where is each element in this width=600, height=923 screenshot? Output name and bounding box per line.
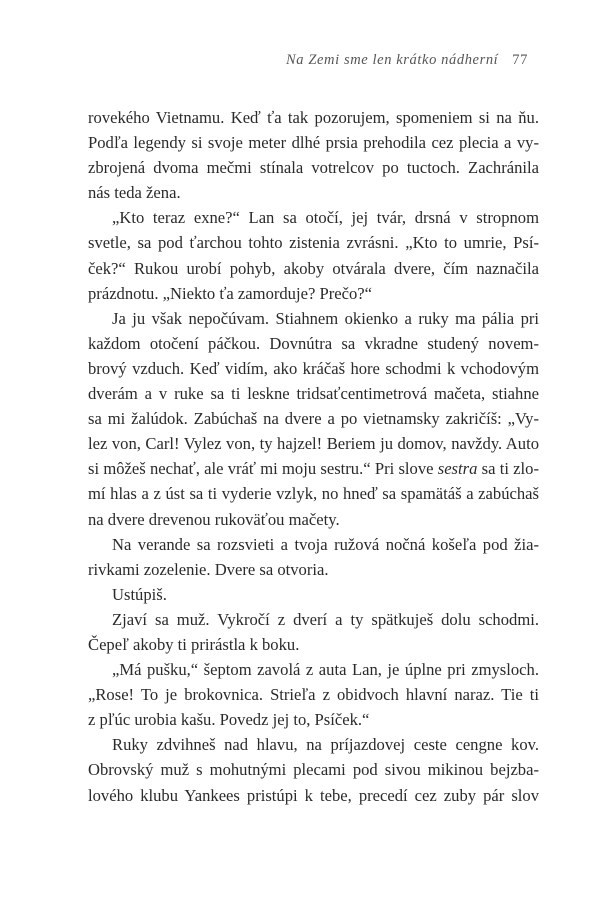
text-line: dverám a v ruke sa ti leskne tridsaťcentimetrová mačeta, stiahne	[88, 384, 539, 404]
text-line: sa mi žalúdok. Zabúchaš na dvere a po vietnamsky zakričíš: „Vy-	[88, 409, 539, 429]
text-line: prázdnotu. „Niekto ťa zamorduje? Prečo?“	[88, 283, 372, 303]
text-line: Ja ju však nepočúvam. Stiahnem okienko a ruky ma pália pri	[112, 308, 539, 328]
text-line: Podľa legendy si svoje meter dlhé prsia prehodila cez plecia a vy-	[88, 133, 539, 153]
text-line: nás teda žena.	[88, 183, 181, 203]
text-line: Na verande sa rozsvieti a tvoja ružová nočná košeľa pod žia-	[112, 534, 539, 554]
text-line: Ustúpiš.	[112, 584, 167, 604]
page-number: 77	[512, 52, 528, 68]
text-segment: si môžeš nechať, ale vráť mi moju sestru.“ Pri slove	[88, 459, 438, 479]
text-line: rivkami zozelenie. Dvere sa otvoria.	[88, 559, 329, 579]
text-line: Čepeľ akoby ti prirástla k boku.	[88, 634, 300, 654]
text-line: zbrojená dvoma mečmi stínala votrelcov po tuctoch. Zachránila	[88, 158, 539, 178]
body-text	[88, 105, 539, 808]
text-segment: sa ti zlo-	[477, 459, 539, 479]
text-line: „Kto teraz exne?“ Lan sa otočí, jej tvár, drsná v stropnom	[112, 208, 539, 228]
text-line: „Má pušku,“ šeptom zavolá z auta Lan, je úplne pri zmysloch.	[112, 660, 539, 680]
text-line: brový vzduch. Keď vidím, ako kráčaš hore schodmi k vchodovým	[88, 358, 539, 378]
text-line: svetle, sa pod ťarchou tohto zistenia zvrásni. „Kto to umrie, Psí-	[88, 233, 539, 253]
text-line: lového klubu Yankees pristúpi k tebe, precedí cez zuby pár slov	[88, 785, 539, 805]
text-line: Ruky zdvihneš nad hlavu, na príjazdovej ceste cengne kov.	[112, 735, 539, 755]
running-title: Na Zemi sme len krátko nádherní	[285, 52, 499, 68]
text-line: z pľúc urobia kašu. Povedz jej to, Psíček.“	[88, 710, 370, 730]
text-line: na dvere drevenou rukoväťou mačety.	[88, 509, 340, 529]
text-line: Zjaví sa muž. Vykročí z dverí a ty spätkuješ dolu schodmi.	[112, 609, 539, 629]
text-line: lez von, Carl! Vylez von, ty hajzel! Beriem ju domov, navždy. Auto	[88, 434, 539, 454]
emphasized-word: sestra	[437, 459, 478, 479]
text-line: každom otočení páčkou. Dovnútra sa vkradne studený novem-	[88, 333, 539, 353]
text-line: „Rose! To je brokovnica. Strieľa z obidvoch hlavní naraz. Tie ti	[88, 685, 539, 705]
text-line: Obrovský muž s mohutnými plecami pod sivou mikinou bejzba-	[88, 760, 539, 780]
text-line	[88, 456, 539, 481]
running-head	[286, 52, 528, 69]
text-line: rovekého Vietnamu. Keď ťa tak pozorujem, spomeniem si na ňu.	[88, 108, 539, 127]
text-line: ček?“ Rukou urobí pohyb, akoby otvárala dvere, čím naznačila	[88, 258, 539, 278]
text-line: mí hlas a z úst sa ti vyderie vzlyk, no hneď sa spamätáš a zabúchaš	[88, 484, 539, 504]
